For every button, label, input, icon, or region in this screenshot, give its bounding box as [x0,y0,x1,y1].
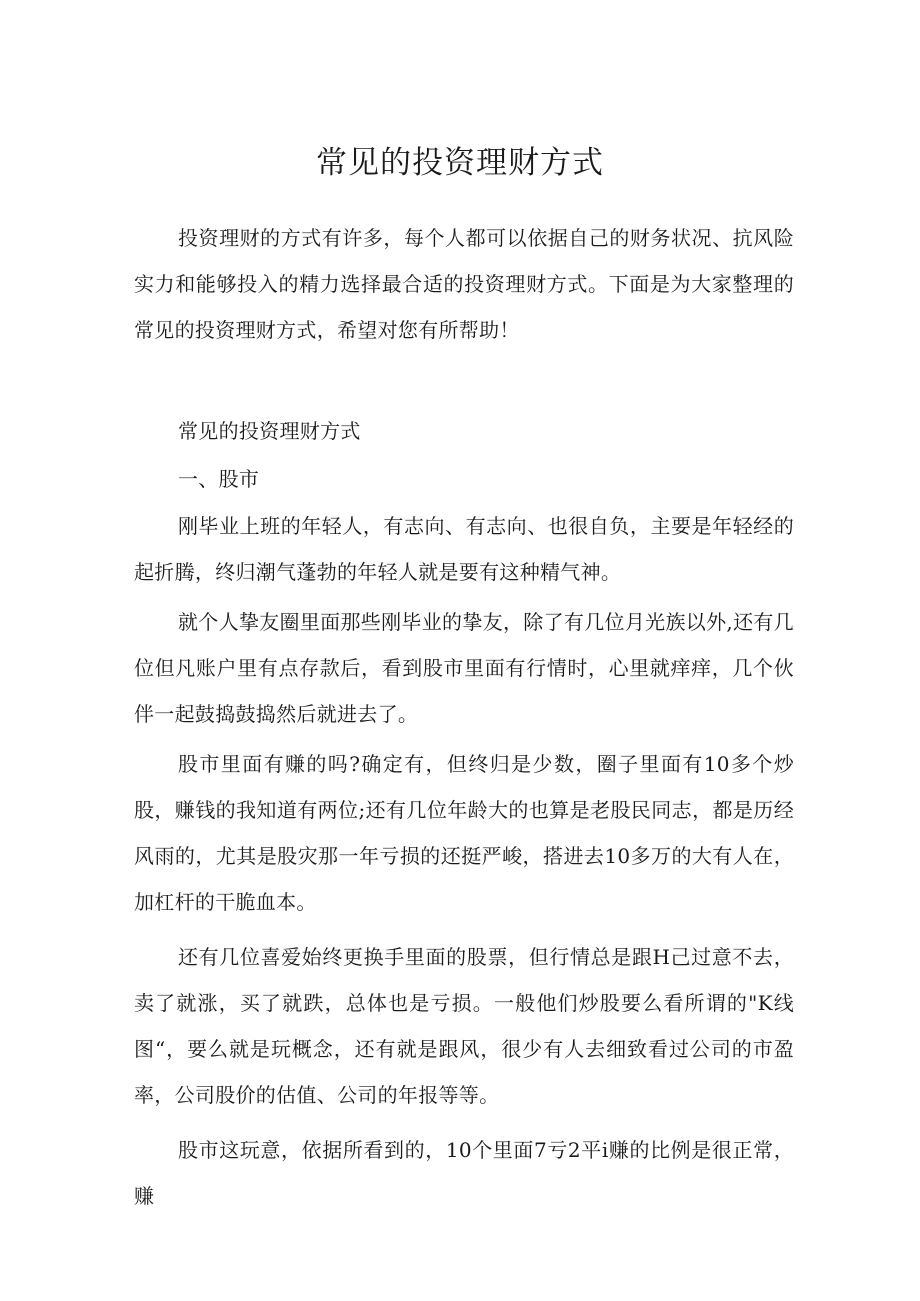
subheading: 常见的投资理财方式 [178,419,361,443]
intro-paragraph: 投资理财的方式有许多，每个人都可以依据自己的财务状况、抗风险实力和能够投入的精力选择最合适的投资理财方式。下面是为大家整理的常见的投资理财方式，希望对您有所帮助！ [134,226,794,342]
body-paragraph: 股市这玩意，依据所看到的，10个里面7亏2平i赚的比例是很正常，赚 [134,1138,794,1208]
section-heading-stock-market: 一、股市 [178,467,260,491]
body-paragraph: 刚毕业上班的年轻人，有志向、有志向、也很自负，主要是年轻经的起折腾，终归潮气蓬勃的年轻人就是要有这种精气神。 [134,514,794,584]
document-title: 常见的投资理财方式 [316,145,604,181]
body-paragraph: 还有几位喜爱始终更换手里面的股票，但行情总是跟H己过意不去，卖了就涨，买了就跌，总体也是亏损。一般他们炒股要么看所谓的"K线图“，要么就是玩概念，还有就是跟风，很少有人去细致看过公司的市盈率，公司股价的估值、公司的年报等等。 [134,945,794,1107]
body-paragraph: 股市里面有赚的吗?确定有，但终归是少数，圈子里面有10多个炒股，赚钱的我知道有两位;还有几位年龄大的也算是老股民同志，都是历经风雨的，尤其是股灾那一年亏损的还挺严峻，搭进去10多万的大有人在，加杠杆的干脆血本。 [134,752,794,914]
body-paragraph: 就个人挚友圈里面那些刚毕业的挚友，除了有几位月光族以外,还有几位但凡账户里有点存款后，看到股市里面有行情时，心里就痒痒，几个伙伴一起鼓捣鼓捣然后就进去了。 [134,610,794,726]
